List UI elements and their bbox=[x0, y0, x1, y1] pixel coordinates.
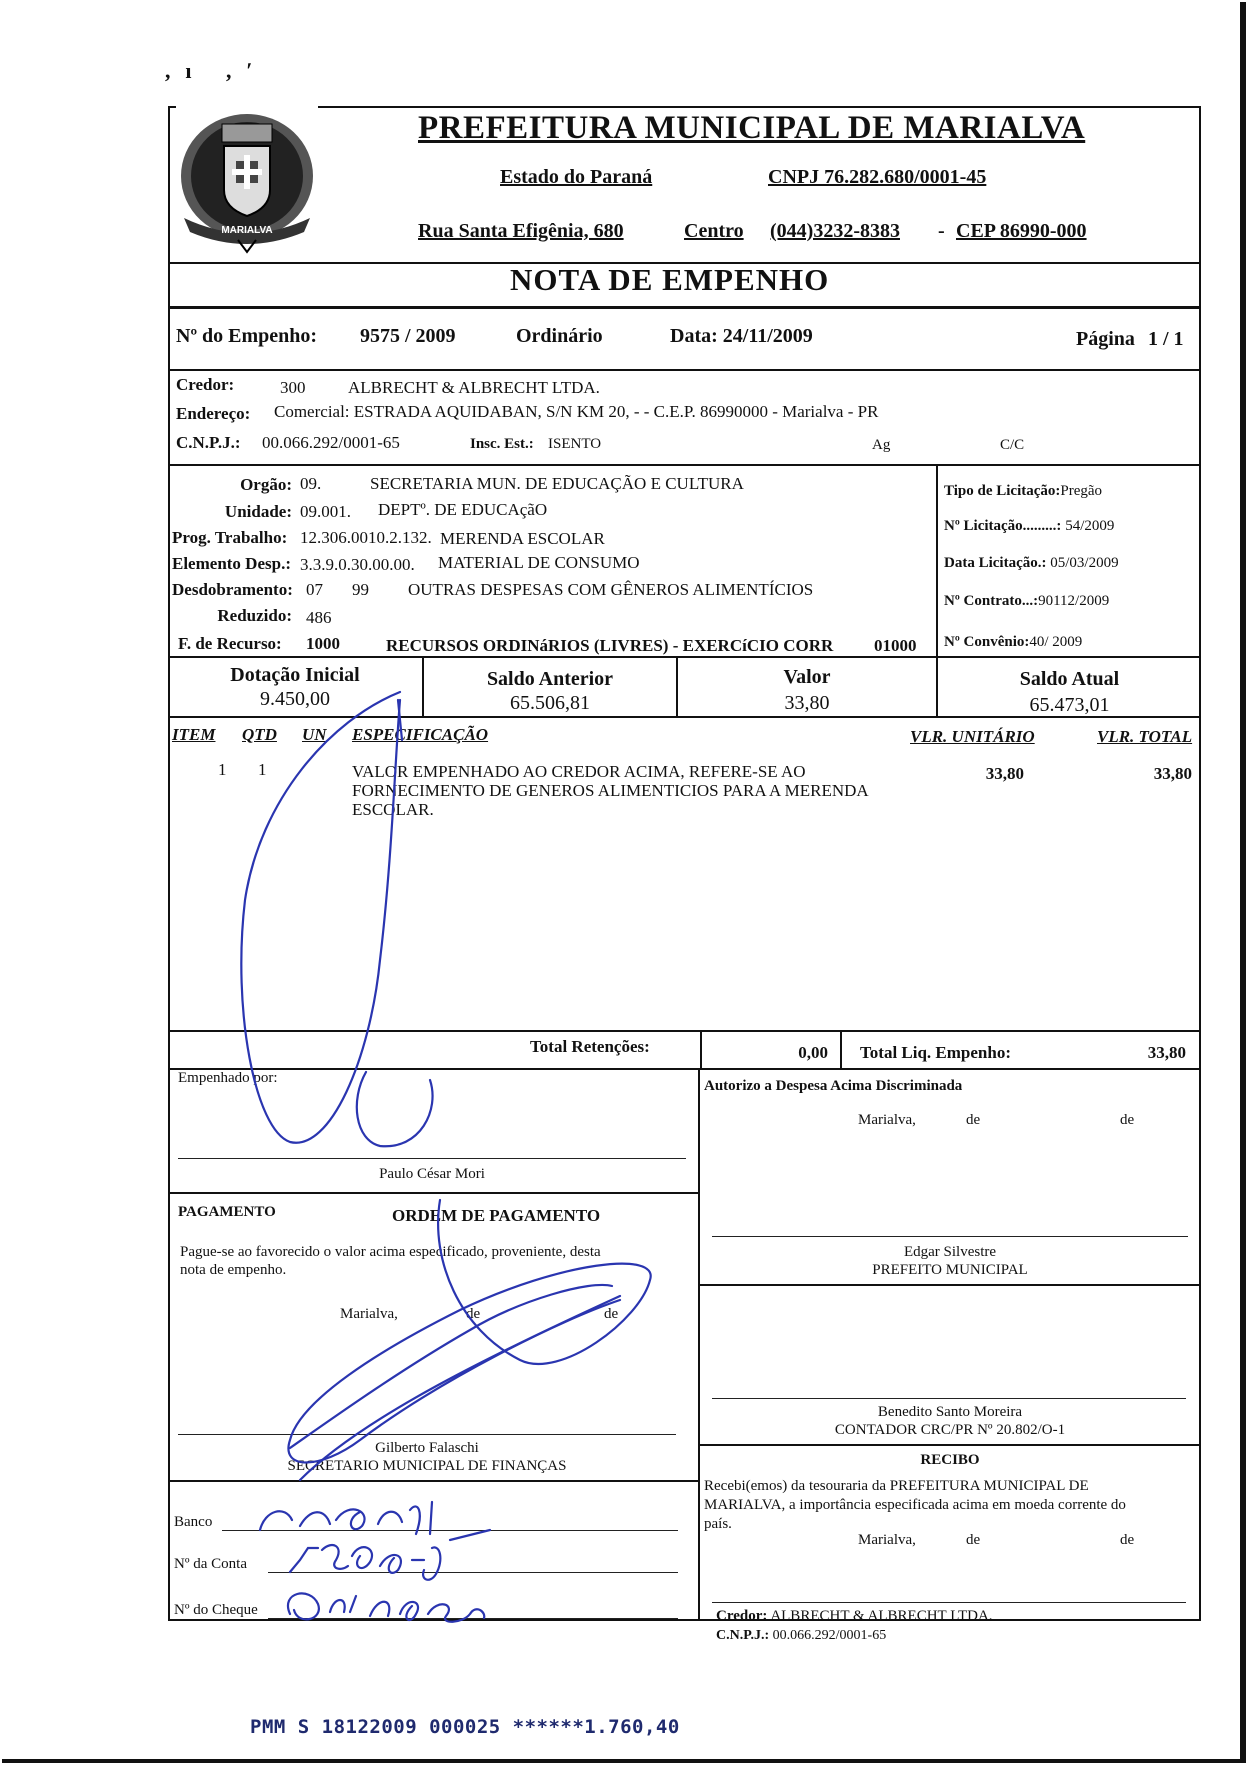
payment-city: Marialva, bbox=[340, 1306, 398, 1322]
element-description: MATERIAL DE CONSUMO bbox=[438, 553, 640, 572]
header-title: PREFEITURA MUNICIPAL DE MARIALVA bbox=[418, 110, 1086, 146]
column-item: ITEM bbox=[172, 725, 216, 744]
receipt-de-1: de bbox=[966, 1532, 981, 1548]
mayor-title: PREFEITO MUNICIPAL bbox=[872, 1262, 1028, 1278]
divider bbox=[698, 1068, 700, 1621]
scan-marks: ‚ı ‚ʹ bbox=[164, 58, 267, 83]
header-street: Rua Santa Efigênia, 680 bbox=[418, 220, 624, 242]
column-qty: QTD bbox=[242, 725, 277, 744]
mayor-name: Edgar Silvestre bbox=[903, 1244, 997, 1260]
empenho-date: Data: 24/11/2009 bbox=[670, 325, 813, 347]
initial-allocation: 9.450,00 bbox=[260, 688, 330, 710]
divider bbox=[168, 1030, 1201, 1032]
breakdown-label: Desdobramento: bbox=[172, 580, 293, 599]
resource-label: F. de Recurso: bbox=[178, 634, 282, 653]
divider bbox=[936, 464, 938, 656]
receipt-text-2: MARIALVA, a importância especificada acima em moeda corrente do bbox=[704, 1497, 1126, 1513]
divider bbox=[840, 1030, 842, 1068]
header-phone: (044)3232-8383 bbox=[770, 220, 900, 242]
row-qty: 1 bbox=[258, 760, 267, 779]
authorization-de-1: de bbox=[966, 1112, 981, 1128]
payment-order-label: ORDEM DE PAGAMENTO bbox=[392, 1206, 601, 1225]
accountant-name: Benedito Santo Moreira bbox=[877, 1404, 1023, 1420]
agreement-label: Nº Convênio:40/ 2009 bbox=[944, 634, 1083, 650]
divider bbox=[168, 656, 1201, 658]
state-registration: ISENTO bbox=[548, 436, 602, 452]
row-specification-line-3: ESCOLAR. bbox=[352, 800, 434, 819]
creditor-address: Comercial: ESTRADA AQUIDABAN, S/N KM 20, - - C.E.P. 86990000 - Marialva - PR bbox=[274, 402, 879, 421]
svg-text:MARIALVA: MARIALVA bbox=[221, 225, 273, 236]
column-unit: UN bbox=[302, 725, 327, 744]
receipt-creditor: Credor: ALBRECHT & ALBRECHT LTDA. bbox=[716, 1608, 993, 1624]
page-number: 1 / 1 bbox=[1148, 328, 1184, 350]
empenho-number: 9575 / 2009 bbox=[360, 325, 456, 347]
current-balance-label: Saldo Atual bbox=[1019, 668, 1120, 690]
header-district: Centro bbox=[684, 220, 744, 242]
column-total-value: VLR. TOTAL bbox=[1097, 727, 1193, 746]
account-label: C/C bbox=[1000, 437, 1025, 453]
program-code: 12.306.0010.2.132. bbox=[300, 528, 432, 547]
unidade-code: 09.001. bbox=[300, 502, 351, 521]
unidade-description: DEPTº. DE EDUCAçãO bbox=[378, 500, 548, 519]
net-total: 33,80 bbox=[1147, 1043, 1186, 1062]
initial-allocation-label: Dotação Inicial bbox=[230, 664, 360, 686]
signature-line bbox=[712, 1602, 1186, 1603]
agency-label: Ag bbox=[872, 437, 891, 453]
creditor-code: 300 bbox=[280, 378, 306, 397]
reduced-label: Reduzido: bbox=[217, 606, 292, 625]
header-dash: - bbox=[938, 220, 945, 242]
unidade-label: Unidade: bbox=[224, 502, 292, 521]
header-cep: CEP 86990-000 bbox=[956, 220, 1087, 242]
finance-secretary-title: SECRETARIO MUNICIPAL DE FINANÇAS bbox=[287, 1458, 567, 1474]
breakdown-code-2: 99 bbox=[352, 580, 369, 599]
orgao-code: 09. bbox=[300, 474, 322, 493]
program-description: MERENDA ESCOLAR bbox=[440, 529, 605, 548]
program-label: Prog. Trabalho: bbox=[172, 528, 288, 547]
divider bbox=[168, 464, 1201, 466]
net-total-label: Total Liq. Empenho: bbox=[860, 1043, 1011, 1062]
payment-label: PAGAMENTO bbox=[178, 1204, 276, 1220]
finance-secretary-name: Gilberto Falaschi bbox=[375, 1440, 479, 1456]
column-specification: ESPECIFICAÇÃO bbox=[352, 725, 489, 744]
creditor-label: Credor: bbox=[176, 375, 235, 394]
check-line bbox=[268, 1618, 678, 1619]
orgao-label: Orgão: bbox=[240, 475, 292, 494]
previous-balance: 65.506,81 bbox=[510, 692, 590, 714]
element-code: 3.3.9.0.30.00.00. bbox=[300, 555, 415, 574]
row-total-value: 33,80 bbox=[1153, 764, 1192, 783]
creditor-cnpj: 00.066.292/0001-65 bbox=[262, 433, 400, 452]
document-title: NOTA DE EMPENHO bbox=[510, 262, 830, 297]
receipt-label: RECIBO bbox=[920, 1452, 980, 1468]
bid-number-label: Nº Licitação.........: 54/2009 bbox=[944, 518, 1115, 534]
payment-text-2: nota de empenho. bbox=[180, 1262, 287, 1278]
receipt-text-1: Recebi(emos) da tesouraria da PREFEITURA MUNICIPAL DE bbox=[704, 1478, 1089, 1494]
element-label: Elemento Desp.: bbox=[172, 554, 291, 573]
footer-code: PMM S 18122009 000025 ******1.760,40 bbox=[250, 1716, 680, 1738]
account-line bbox=[268, 1572, 678, 1573]
value-label: Valor bbox=[783, 666, 831, 688]
divider bbox=[168, 369, 1201, 371]
creditor-name: ALBRECHT & ALBRECHT LTDA. bbox=[348, 378, 600, 397]
reduced-code: 486 bbox=[306, 608, 332, 627]
committed-by-name: Paulo César Mori bbox=[379, 1166, 485, 1182]
empenho-type: Ordinário bbox=[516, 325, 603, 347]
receipt-de-2: de bbox=[1120, 1532, 1135, 1548]
divider bbox=[698, 1284, 1201, 1286]
total-withholdings: 0,00 bbox=[798, 1043, 828, 1062]
resource-description: RECURSOS ORDINáRIOS (LIVRES) - EXERCíCIO CORR bbox=[386, 636, 834, 655]
state-registration-label: Insc. Est.: bbox=[470, 436, 534, 452]
contract-label: Nº Contrato...:90112/2009 bbox=[944, 593, 1110, 609]
divider bbox=[168, 1480, 698, 1482]
row-unit-value: 33,80 bbox=[985, 764, 1024, 783]
value: 33,80 bbox=[784, 692, 830, 714]
authorization-de-2: de bbox=[1120, 1112, 1135, 1128]
bid-type-label: Tipo de Licitação:Pregão bbox=[944, 483, 1103, 499]
breakdown-code-1: 07 bbox=[306, 580, 323, 599]
orgao-description: SECRETARIA MUN. DE EDUCAÇÃO E CULTURA bbox=[370, 474, 744, 493]
divider bbox=[168, 1192, 698, 1194]
cnpj-label: C.N.P.J.: bbox=[176, 433, 241, 452]
empenho-number-label: Nº do Empenho: bbox=[176, 325, 318, 347]
signature-line bbox=[178, 1434, 676, 1435]
resource-code: 1000 bbox=[306, 634, 340, 653]
check-number-label: Nº do Cheque bbox=[174, 1602, 258, 1618]
committed-by-label: Empenhado por: bbox=[178, 1070, 278, 1086]
divider bbox=[698, 1444, 1201, 1446]
bid-date-label: Data Licitação.: 05/03/2009 bbox=[944, 555, 1119, 571]
receipt-city: Marialva, bbox=[858, 1532, 916, 1548]
municipal-crest-icon bbox=[176, 106, 318, 256]
previous-balance-label: Saldo Anterior bbox=[486, 668, 614, 690]
page-label: Página bbox=[1076, 328, 1135, 350]
row-specification-line-2: FORNECIMENTO DE GENEROS ALIMENTICIOS PARA A MERENDA bbox=[352, 781, 869, 800]
signature-line bbox=[178, 1158, 686, 1159]
bank-label: Banco bbox=[174, 1514, 213, 1530]
accountant-title: CONTADOR CRC/PR Nº 20.802/O-1 bbox=[834, 1422, 1066, 1438]
receipt-text-3: país. bbox=[704, 1516, 732, 1532]
signature-line bbox=[712, 1236, 1188, 1237]
header-state: Estado do Paraná bbox=[500, 166, 653, 188]
address-label: Endereço: bbox=[176, 404, 251, 423]
total-withholdings-label: Total Retenções: bbox=[530, 1037, 650, 1056]
payment-de-2: de bbox=[604, 1306, 619, 1322]
payment-text-1: Pague-se ao favorecido o valor acima especificado, proveniente, desta bbox=[180, 1244, 601, 1260]
resource-code-2: 01000 bbox=[874, 636, 917, 655]
bank-line bbox=[222, 1530, 678, 1531]
divider bbox=[700, 1030, 702, 1068]
breakdown-description: OUTRAS DESPESAS COM GÊNEROS ALIMENTÍCIOS bbox=[408, 580, 814, 599]
signature-line bbox=[712, 1398, 1186, 1399]
payment-de-1: de bbox=[466, 1306, 481, 1322]
row-item: 1 bbox=[218, 760, 227, 779]
divider bbox=[168, 1068, 1201, 1070]
divider bbox=[168, 306, 1201, 309]
receipt-cnpj: C.N.P.J.: 00.066.292/0001-65 bbox=[716, 1628, 887, 1643]
current-balance: 65.473,01 bbox=[1029, 694, 1110, 716]
account-number-label: Nº da Conta bbox=[174, 1556, 247, 1572]
authorization-city: Marialva, bbox=[858, 1112, 916, 1128]
authorization-label: Autorizo a Despesa Acima Discriminada bbox=[704, 1078, 963, 1094]
header-cnpj: CNPJ 76.282.680/0001-45 bbox=[768, 166, 987, 188]
row-specification-line-1: VALOR EMPENHADO AO CREDOR ACIMA, REFERE-SE AO bbox=[352, 762, 806, 781]
column-unit-value: VLR. UNITÁRIO bbox=[910, 727, 1035, 746]
